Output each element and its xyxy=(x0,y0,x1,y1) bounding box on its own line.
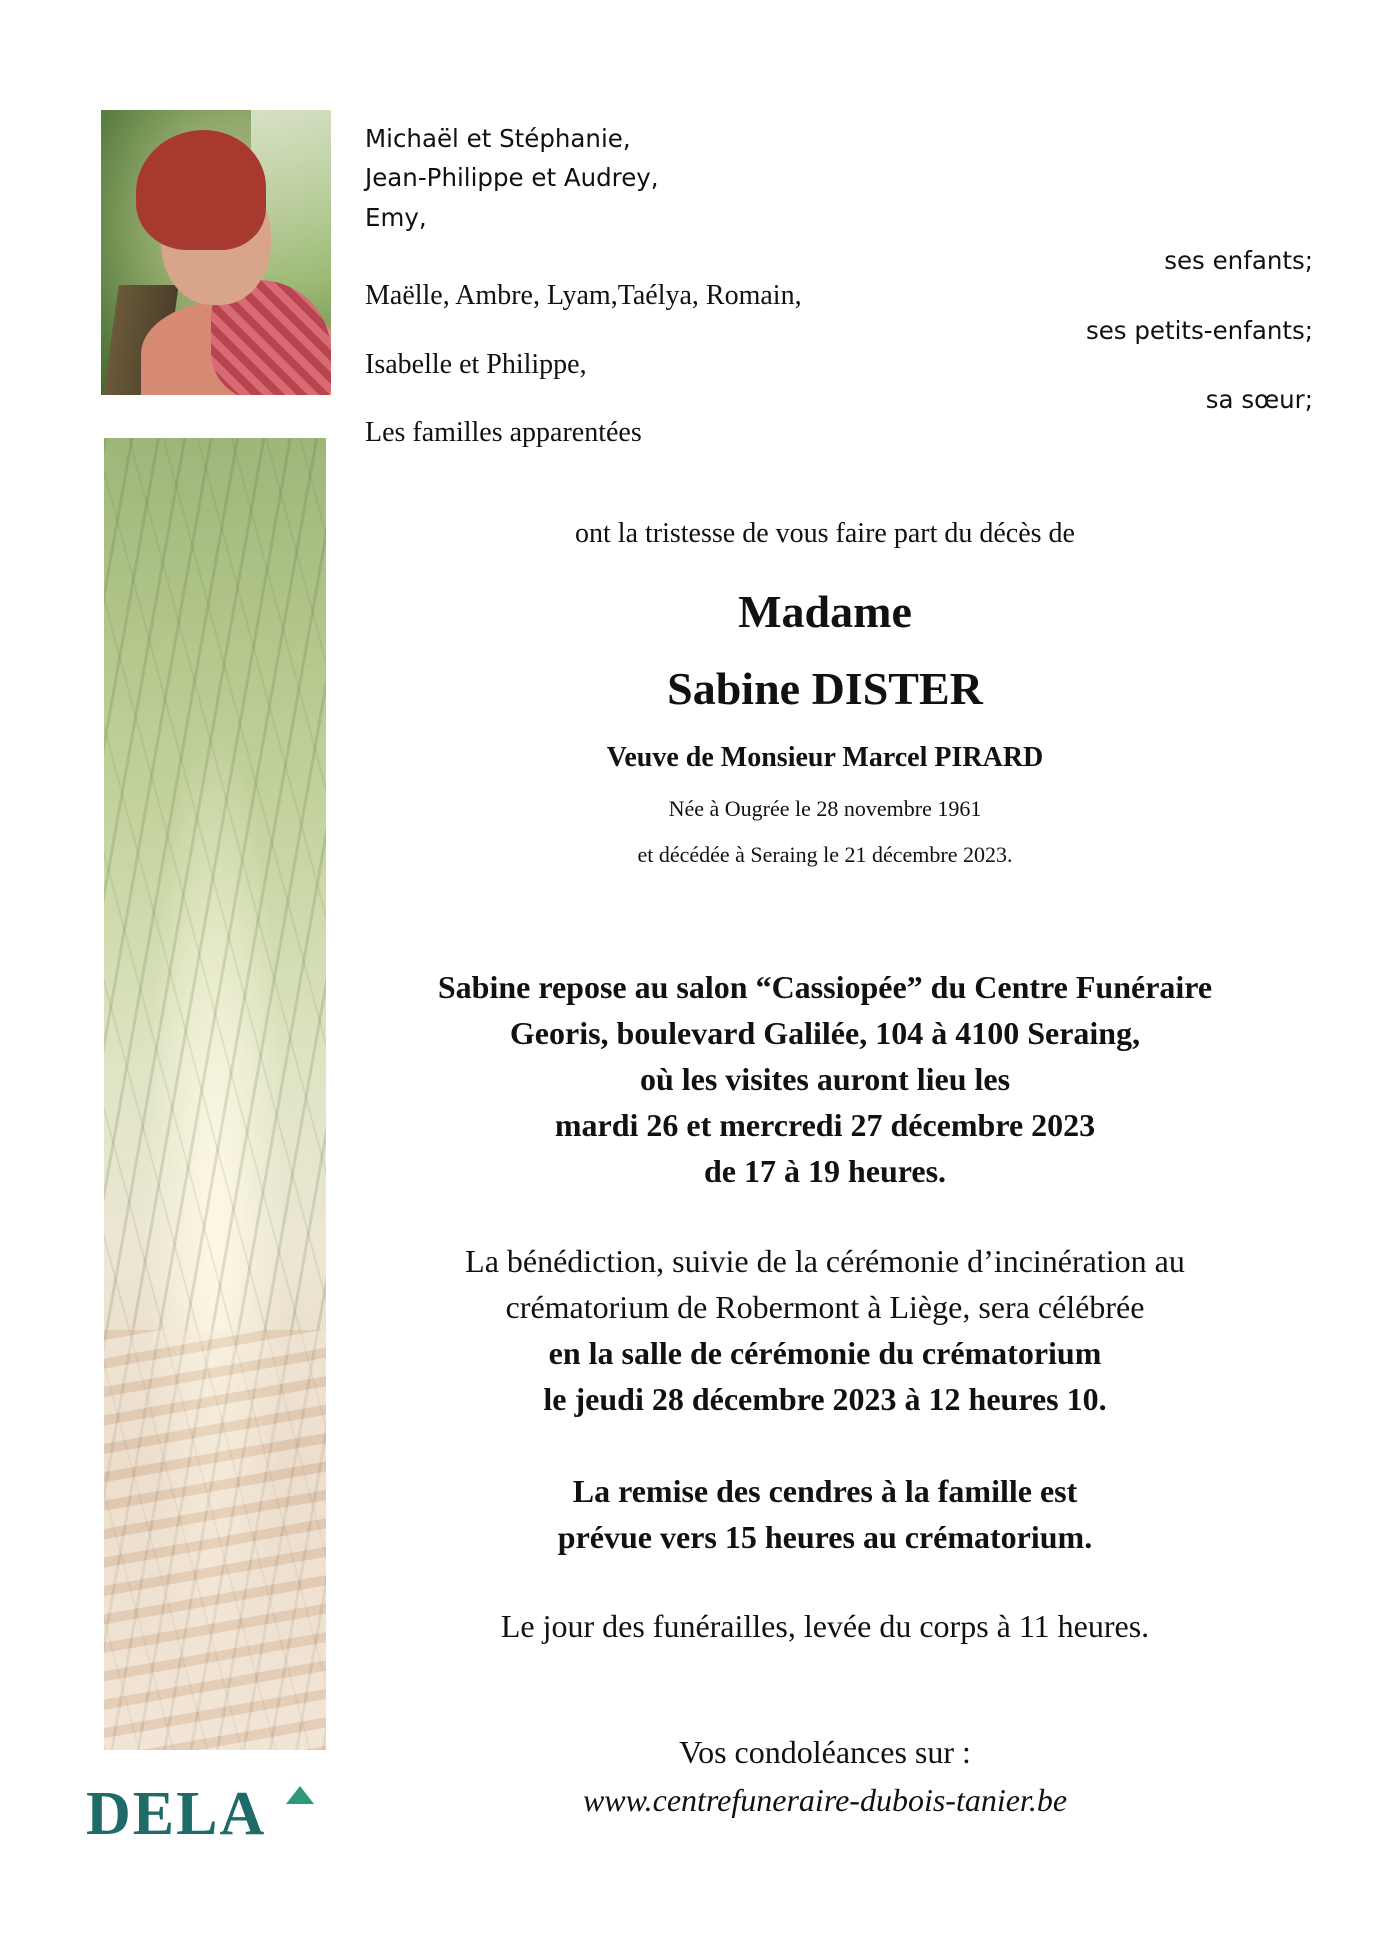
condolences-label: Vos condoléances sur : xyxy=(679,1734,971,1770)
condolences-url[interactable]: www.centrefuneraire-dubois-tanier.be xyxy=(582,1782,1068,1818)
visits-line-2: Georis, boulevard Galilée, 104 à 4100 Seraing, xyxy=(509,1015,1141,1051)
intro-text: ont la tristesse de vous faire part du décès de xyxy=(575,518,1075,549)
grandchildren-label: ses petits-enfants; xyxy=(1085,316,1313,345)
title-madame: Madame xyxy=(738,586,912,637)
deceased-name: Sabine DISTER xyxy=(667,663,983,714)
funeral-day-line: Le jour des funérailles, levée du corps à 11 heures. xyxy=(500,1608,1150,1644)
logo-accent-icon xyxy=(286,1786,314,1804)
condolences-block xyxy=(340,1728,1310,1824)
funeral-day-block xyxy=(340,1608,1310,1645)
visits-block xyxy=(340,964,1310,1194)
sister-names: Isabelle et Philippe, xyxy=(365,349,587,380)
visits-line-3: où les visites auront lieu les xyxy=(639,1061,1011,1097)
ceremony-block xyxy=(340,1238,1310,1422)
sister-label: sa sœur; xyxy=(1205,385,1313,414)
relatives-line: Les familles apparentées xyxy=(365,417,642,448)
announcement xyxy=(340,518,1310,550)
death-line: et décédée à Seraing le 21 décembre 2023. xyxy=(637,842,1013,867)
widow-line: Veuve de Monsieur Marcel PIRARD xyxy=(606,742,1044,773)
ceremony-line-4: le jeudi 28 décembre 2023 à 12 heures 10. xyxy=(543,1381,1107,1417)
visits-line-4: mardi 26 et mercredi 27 décembre 2023 xyxy=(554,1107,1096,1143)
visits-line-5: de 17 à 19 heures. xyxy=(703,1153,947,1189)
ashes-block xyxy=(340,1468,1310,1560)
ceremony-line-3: en la salle de cérémonie du crématorium xyxy=(548,1335,1102,1371)
portrait-photo xyxy=(101,110,331,395)
visits-line-1: Sabine repose au salon “Cassiopée” du Centre Funéraire xyxy=(437,969,1213,1005)
birth-line: Née à Ougrée le 28 novembre 1961 xyxy=(668,796,982,821)
children-label: ses enfants; xyxy=(1164,246,1313,275)
dela-logo: DELA xyxy=(86,1782,316,1846)
family-line-2: Jean-Philippe et Audrey, xyxy=(365,163,659,192)
forest-path-image xyxy=(104,438,326,1750)
ceremony-line-2: crématorium de Robermont à Liège, sera célébrée xyxy=(505,1289,1145,1325)
family-line-3: Emy, xyxy=(365,203,427,232)
family-line-1: Michaël et Stéphanie, xyxy=(365,124,631,153)
ceremony-line-1: La bénédiction, suivie de la cérémonie d’incinération au xyxy=(465,1243,1185,1279)
ashes-line-1: La remise des cendres à la famille est xyxy=(572,1473,1078,1509)
ashes-line-2: prévue vers 15 heures au crématorium. xyxy=(557,1519,1093,1555)
grandchildren-names: Maëlle, Ambre, Lyam,Taélya, Romain, xyxy=(365,280,802,311)
